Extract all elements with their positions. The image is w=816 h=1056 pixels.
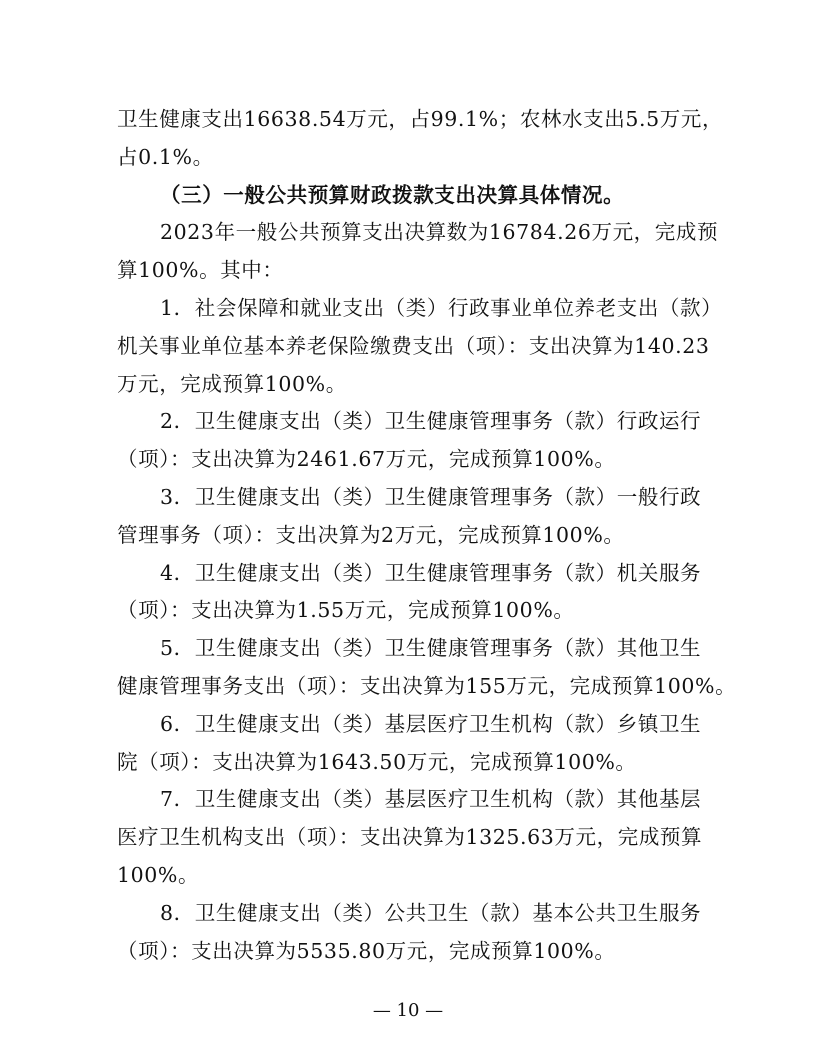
paragraph-line: 2023年一般公共预算支出决算数为16784.26万元，完成预	[160, 220, 719, 245]
paragraph-line: 院（项）：支出决算为1643.50万元，完成预算100%。	[117, 749, 637, 774]
paragraph-line: 7．卫生健康支出（类）基层医疗卫生机构（款）其他基层	[160, 787, 702, 812]
paragraph-line: 8．卫生健康支出（类）公共卫生（款）基本公共卫生服务	[160, 900, 702, 925]
paragraph-line: （项）：支出决算为5535.80万元，完成预算100%。	[117, 938, 616, 963]
page-number: — 10 —	[372, 1000, 444, 1021]
paragraph-line: 健康管理事务支出（项）：支出决算为155万元，完成预算100%。	[117, 673, 737, 698]
paragraph-line: 占0.1%。	[117, 144, 214, 169]
paragraph-line: 卫生健康支出16638.54万元，占99.1%；农林水支出5.5万元，	[117, 107, 724, 131]
paragraph-line: （项）：支出决算为1.55万元，完成预算100%。	[117, 598, 575, 623]
paragraph-line: 医疗卫生机构支出（项）：支出决算为1325.63万元，完成预算	[117, 825, 703, 850]
paragraph-line: 100%。	[117, 862, 200, 887]
paragraph-line: （项）：支出决算为2461.67万元，完成预算100%。	[117, 447, 616, 472]
paragraph-line: 机关事业单位基本养老保险缴费支出（项）：支出决算为140.23	[117, 333, 710, 358]
document-body	[117, 101, 737, 970]
paragraph-line: 4．卫生健康支出（类）卫生健康管理事务（款）机关服务	[160, 560, 702, 585]
paragraph-line: 1．社会保障和就业支出（类）行政事业单位养老支出（款）	[160, 295, 723, 320]
section-heading: （三）一般公共预算财政拨款支出决算具体情况。	[160, 182, 625, 207]
paragraph-line: 管理事务（项）：支出决算为2万元，完成预算100%。	[117, 522, 625, 547]
paragraph-line: 2．卫生健康支出（类）卫生健康管理事务（款）行政运行	[160, 409, 702, 434]
paragraph-line: 6．卫生健康支出（类）基层医疗卫生机构（款）乡镇卫生	[160, 711, 702, 736]
paragraph-line: 3．卫生健康支出（类）卫生健康管理事务（款）一般行政	[160, 484, 702, 509]
paragraph-line: 万元，完成预算100%。	[117, 371, 347, 396]
paragraph-line: 5．卫生健康支出（类）卫生健康管理事务（款）其他卫生	[160, 636, 702, 661]
paragraph-line: 算100%。其中：	[117, 258, 284, 283]
